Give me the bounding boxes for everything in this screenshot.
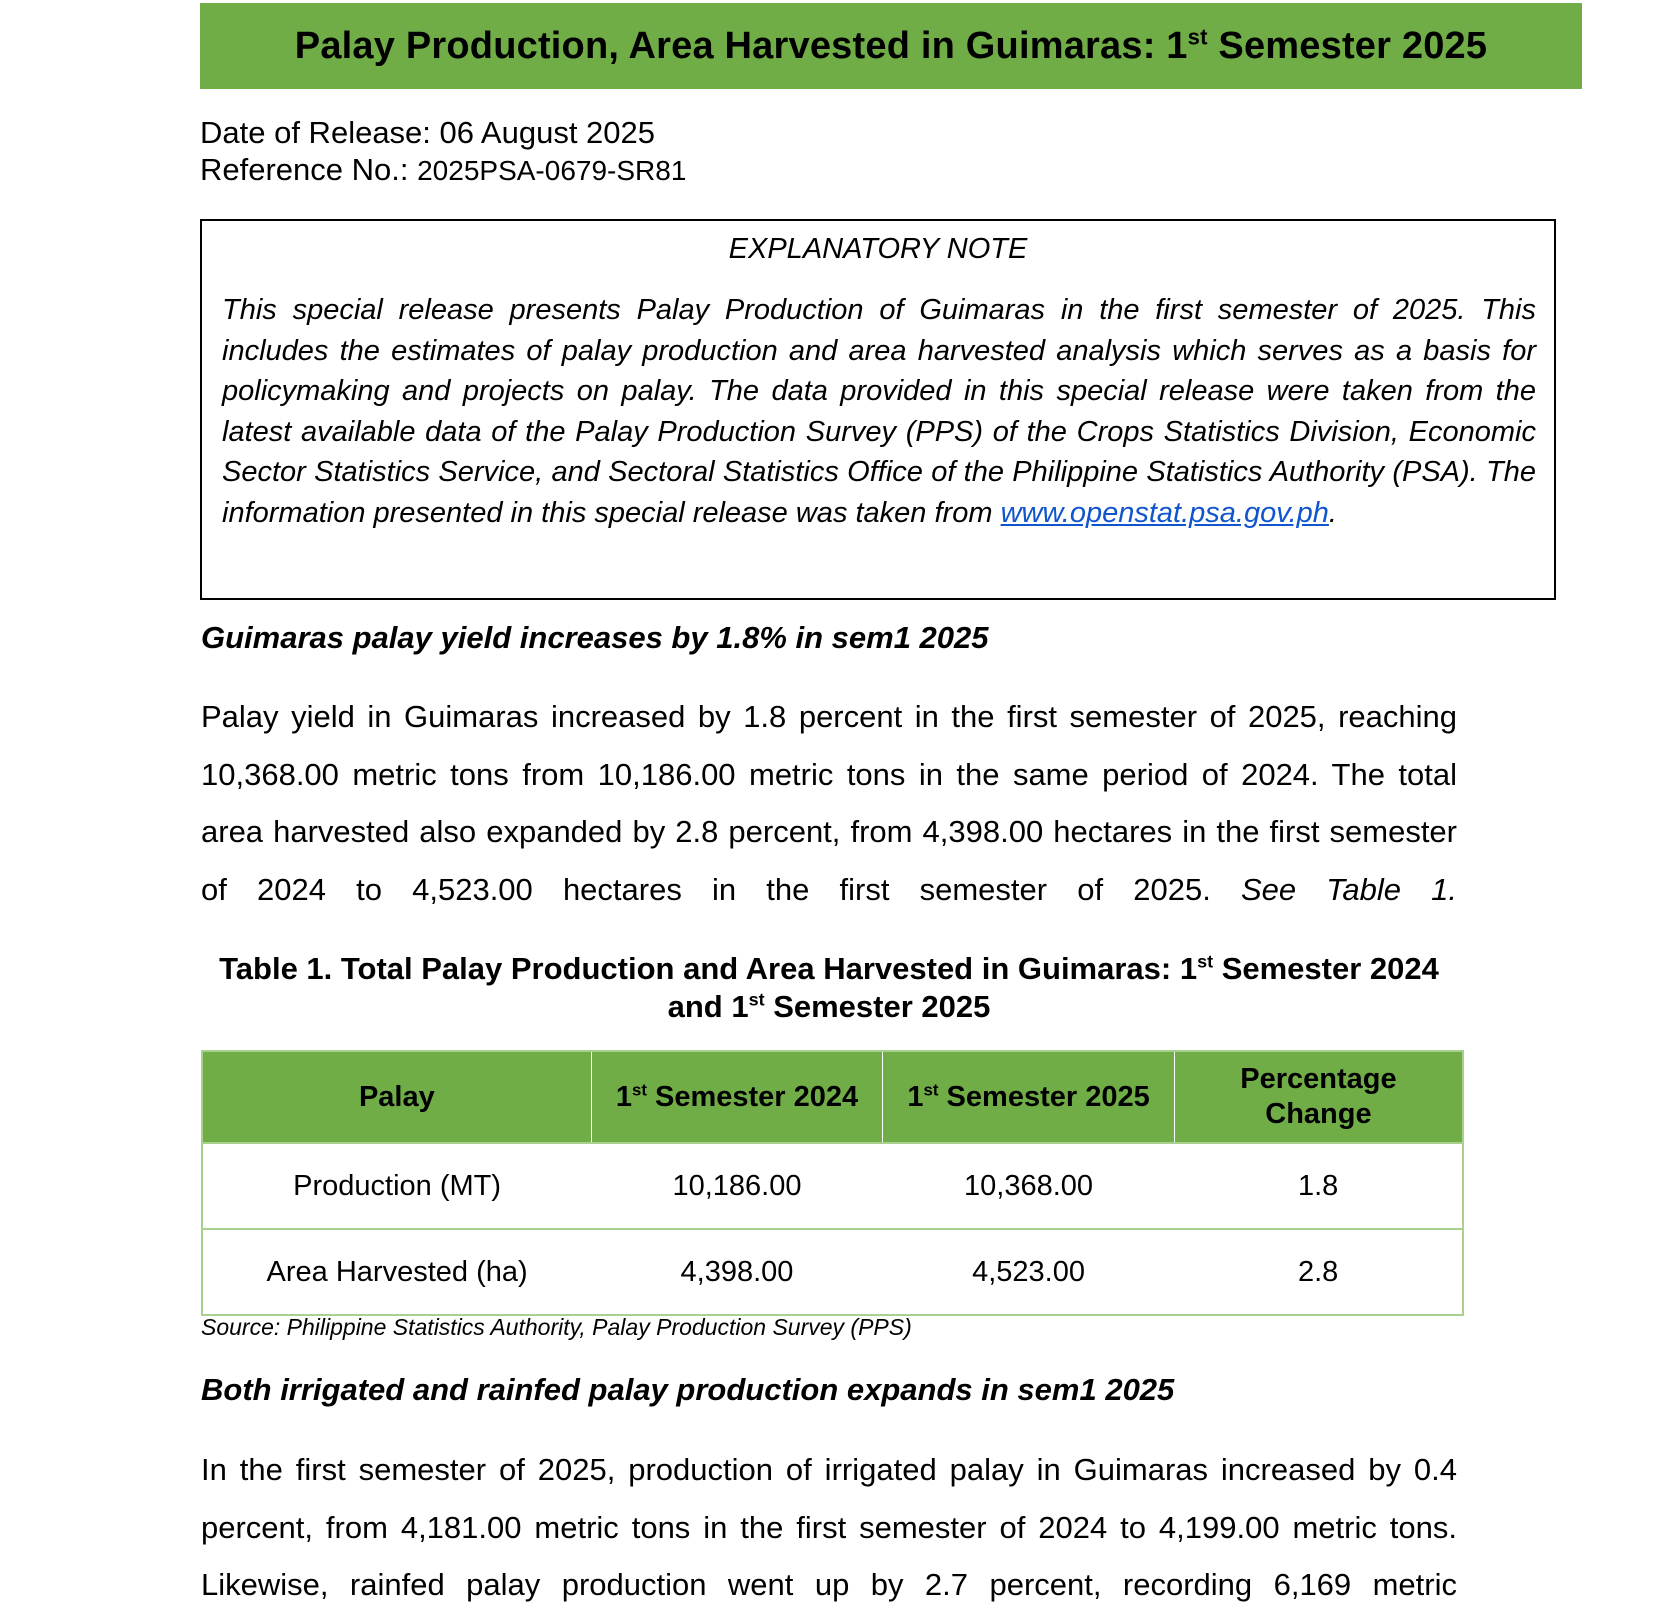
table-source: Source: Philippine Statistics Authority, Palay Production Survey (PPS) bbox=[201, 1314, 912, 1340]
cell-change: 2.8 bbox=[1174, 1229, 1463, 1315]
section1-paragraph: Palay yield in Guimaras increased by 1.8 percent in the first semester of 2025, reaching 10,368.00 metric tons from 10,186.00 metric tons in the same period of 2024. The total area harvested also expanded by 2.8 percent, from 4,398.00 hectares in the first semester of 2024 to 4,523.00 hectares in the first semester of 2025. See Table 1. bbox=[201, 699, 1457, 907]
cell-sem-2024: 10,186.00 bbox=[591, 1143, 883, 1229]
table-row bbox=[202, 1143, 1463, 1229]
release-date: Date of Release: 06 August 2025 bbox=[200, 115, 656, 150]
cell-change: 1.8 bbox=[1174, 1143, 1463, 1229]
page-title: Palay Production, Area Harvested in Guimaras: 1st Semester 2025 bbox=[294, 23, 1488, 67]
explanatory-note-title: EXPLANATORY NOTE bbox=[728, 233, 1028, 265]
section1-heading: Guimaras palay yield increases by 1.8% in sem1 2025 bbox=[201, 620, 989, 655]
row-label: Production (MT) bbox=[202, 1143, 591, 1229]
explanatory-note-box bbox=[200, 219, 1556, 600]
header-percentage-change: Percentage Change bbox=[1174, 1051, 1463, 1143]
row-label: Area Harvested (ha) bbox=[202, 1229, 591, 1315]
section2-heading: Both irrigated and rainfed palay production expands in sem1 2025 bbox=[201, 1372, 1175, 1407]
cell-sem-2024: 4,398.00 bbox=[591, 1229, 883, 1315]
header-sem-2025: 1st Semester 2025 bbox=[883, 1051, 1175, 1143]
cell-sem-2025: 10,368.00 bbox=[883, 1143, 1175, 1229]
section2-paragraph: In the first semester of 2025, production of irrigated palay in Guimaras increased by 0.4 percent, from 4,181.00 metric tons in the first semester of 2024 to 4,199.00 metric tons. Likewise, rainfed palay production went up by 2.7 percent, recording 6,169 metric bbox=[201, 1452, 1457, 1602]
reference-number: Reference No.: 2025PSA-0679-SR81 bbox=[200, 152, 687, 187]
see-table-reference: See Table 1. bbox=[1240, 871, 1457, 907]
table-row bbox=[202, 1229, 1463, 1315]
header-sem-2024: 1st Semester 2024 bbox=[591, 1051, 883, 1143]
table1-caption: Table 1. Total Palay Production and Area Harvested in Guimaras: 1st Semester 2024 and 1st Semester 2025 bbox=[219, 951, 1439, 1024]
palay-table bbox=[201, 1050, 1464, 1316]
cell-sem-2025: 4,523.00 bbox=[883, 1229, 1175, 1315]
explanatory-note-text: This special release presents Palay Production of Guimaras in the first semester of 2025. This includes the estimates of palay production and area harvested analysis which serves as a basis for policymaking and projects on palay. The data provided in this special release were taken from the latest available data of the Palay Production Survey (PPS) of the Crops Statistics Division, Economic Sector Statistics Service, and Sectoral Statistics Office of the Philippine Statistics Authority (PSA). The information presented in this special release was taken from www.openstat.psa.gov.ph. bbox=[222, 294, 1536, 529]
header-palay: Palay bbox=[202, 1051, 591, 1143]
title-banner bbox=[200, 3, 1582, 89]
table-header-row bbox=[202, 1051, 1463, 1143]
openstat-link[interactable]: www.openstat.psa.gov.ph bbox=[1000, 496, 1329, 529]
